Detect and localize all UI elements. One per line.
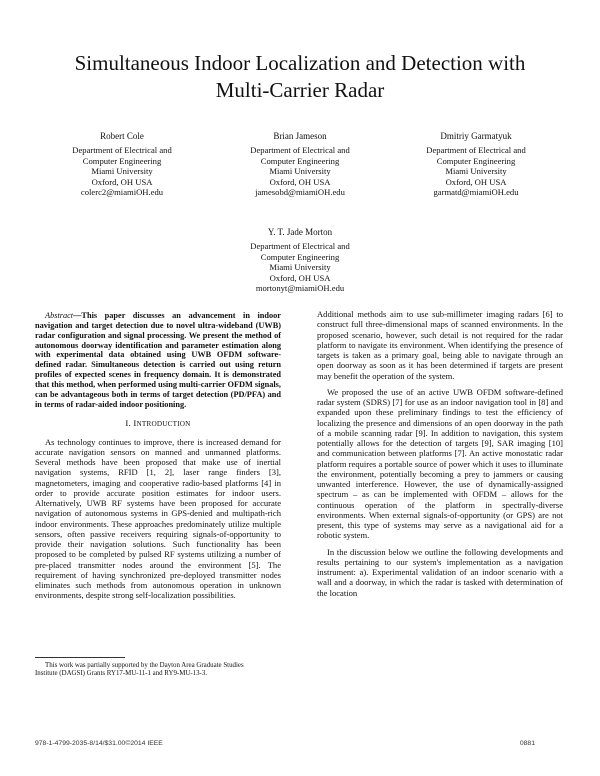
author-affiliation: Miami University — [269, 262, 331, 273]
abstract-text: —This paper discusses an advancement in indoor navigation and target detection due to novel ultra-wideband (UWB) radar configuration and signal processing. We present the method of autonomous doorway identification and parameter estimation along with experimental data obtained using UWB OFDM software-defined radar. Simultaneous detection is carried out using return profiles of expected scenes in frequency domain. It is demonstrated that this method, when performed using multi-carrier OFDM signals, can be advantageous both in terms of target detection (PD/PFA) and in terms of radar-aided indoor positioning. — [35, 311, 281, 409]
author-block-2 — [220, 131, 380, 197]
author-email[interactable]: jamesobd@miamiOH.edu — [255, 187, 345, 198]
page-number: 0881 — [519, 740, 535, 747]
section-number: I. I — [125, 418, 137, 429]
author-affiliation: Miami University — [445, 166, 507, 177]
author-block-1 — [42, 131, 202, 197]
intro-paragraph: As technology continues to improve, there is increased demand for accurate navigation sensors on manned and unmanned platforms. Several methods have been proposed that make use of inertial navigation systems, RFID [1, 2], laser range finders [3], magnetometers, imaging and cooperative radio-based platforms [4] in order to provide accurate position estimates for indoor users. Alternatively, UWB RF systems have been proposed for accurate navigation of autonomous systems in GPS-denied and multipath-rich indoor environments. These approaches predominately utilize multiple sensors, often passive receivers requiring signals-of-opportunity to provide their navigation solutions. Such functionality has been proposed to be completed by pulsed RF systems utilizing a number of pre-placed transmitter nodes around the environment [5]. The requirement of having synchronized pre-deployed transmitter nodes eliminates such methods from autonomous operation in unknown environments, despite strong self-localization possibilities. — [35, 436, 281, 601]
author-email[interactable]: garmatd@miamiOH.edu — [433, 187, 519, 198]
left-column — [35, 311, 281, 607]
right-column — [317, 309, 563, 604]
author-name: Dmitriy Garmatyuk — [440, 131, 512, 141]
footnote-line: This work was partially supported by the Dayton Area Graduate Studies — [45, 662, 244, 669]
author-affiliation: Oxford, OH USA — [269, 272, 331, 283]
title-line-2: Multi-Carrier Radar — [215, 78, 385, 102]
footnote-line: Institute (DAGSI) Grants RY17-MU-11-1 and RY9-MU-13-3. — [35, 670, 207, 678]
author-affiliation: Oxford, OH USA — [445, 176, 507, 187]
footnote-divider — [35, 657, 125, 658]
footer-copyright: 978-1-4799-2035-8/14/$31.00©2014 IEEE — [35, 740, 163, 747]
abstract-label: Abstract — [45, 311, 74, 320]
author-affiliation: Miami University — [91, 166, 153, 177]
author-affiliation: Computer Engineering — [82, 155, 162, 166]
title-line-1: Simultaneous Indoor Localization and Detection with — [74, 51, 526, 75]
author-name: Y. T. Jade Morton — [267, 227, 333, 237]
author-block-4 — [220, 227, 380, 293]
author-affiliation: Oxford, OH USA — [269, 176, 331, 187]
footnote — [35, 662, 281, 679]
author-affiliation: Miami University — [269, 166, 331, 177]
author-affiliation: Department of Electrical and — [426, 145, 526, 156]
author-affiliation: Computer Engineering — [260, 251, 340, 262]
author-affiliation: Department of Electrical and — [250, 241, 350, 252]
author-name: Brian Jameson — [273, 131, 327, 141]
body-paragraph: In the discussion below we outline the following developments and results pertaining to our system's implementation as a navigation instrument: a). Experimental validation of an indoor scenario with a wall and a doorway, in which the radar is tasked with determination of the location — [317, 546, 563, 598]
paper-title — [30, 50, 570, 104]
author-block-3 — [396, 131, 556, 197]
author-affiliation: Computer Engineering — [436, 155, 516, 166]
section-title: NTRODUCTION — [136, 420, 191, 429]
section-heading-introduction — [35, 418, 281, 429]
abstract — [35, 311, 281, 409]
author-affiliation: Computer Engineering — [260, 155, 340, 166]
body-paragraph: Additional methods aim to use sub-millimeter imaging radars [6] to construct full three-dimensional maps of scanned environments. In the proposed scenario, however, such detail is not required for the radar platform to navigate its environment. When identifying the presence of targets is taken as a primary goal, being able to navigate through an open doorway as soon as it has been determined if targets are present may benefit the operation of the system. — [317, 309, 563, 381]
author-email[interactable]: mortonyt@miamiOH.edu — [255, 283, 345, 294]
body-paragraph: We proposed the use of an active UWB OFDM software-defined radar system (SDRS) [7] for use as an indoor navigation tool in [8] and expanded upon these preliminary findings to test the efficiency of localizing the presence and dimensions of an open doorway in the path of a mobile scanning radar [9]. In addition to navigation, this system potentially allows for the detection of targets [9], SAR imaging [10] and communication between platforms [7]. An active monostatic radar platform requires a portable source of power which it uses to illuminate the environment, potentially becoming a prey to jammers or causing unwanted interference. However, the use of dynamically-assigned spectrum – as can be implemented with OFDM – allows for the continuous operation of the platform in spectrally-diverse environments. When external signals-of-opportunity (or GPS) are not present, this type of systems may serve as a navigational aid for a robotic system. — [317, 386, 563, 541]
author-affiliation: Department of Electrical and — [72, 145, 172, 156]
author-affiliation: Department of Electrical and — [250, 145, 350, 156]
author-email[interactable]: colerc2@miamiOH.edu — [80, 187, 164, 198]
author-affiliation: Oxford, OH USA — [91, 176, 153, 187]
author-name: Robert Cole — [100, 131, 144, 141]
